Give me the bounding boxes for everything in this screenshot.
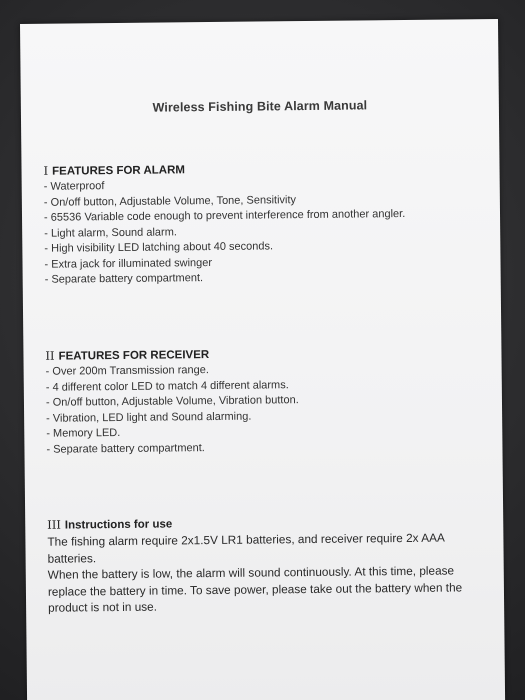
manual-title: Wireless Fishing Bite Alarm Manual <box>152 98 368 115</box>
section-numeral: III <box>47 517 61 532</box>
manual-page <box>20 19 505 700</box>
section-title: FEATURES FOR RECEIVER <box>58 349 210 363</box>
list-item: - Separate battery compartment. <box>46 438 482 458</box>
instruction-paragraph: When the battery is low, the alarm will sound continuously. At this time, please replace the battery in time. To save power, please take out the battery when the product is not in use. <box>47 563 463 615</box>
list-item: - 4 different color LED to match 4 different alarms. <box>46 376 482 396</box>
section-numeral: II <box>45 348 55 363</box>
list-item: - 65536 Variable code enough to prevent interference from another angler. <box>44 206 480 226</box>
list-item: - Over 200m Transmission range. <box>46 360 482 380</box>
section-title: Instructions for use <box>64 518 173 532</box>
list-item: - On/off button, Adjustable Volume, Tone, Sensitivity <box>44 191 480 211</box>
section-receiver-features <box>45 344 482 458</box>
list-item: - High visibility LED latching about 40 seconds. <box>44 237 480 257</box>
list-item: - Vibration, LED light and Sound alarming. <box>46 407 482 427</box>
list-item: - Memory LED. <box>46 422 482 442</box>
section-alarm-features <box>43 159 480 288</box>
list-item: - Extra jack for illuminated swinger <box>44 253 480 273</box>
list-item: - Waterproof <box>44 175 480 195</box>
feature-list <box>46 360 483 458</box>
section-numeral: I <box>43 163 49 178</box>
feature-list <box>44 175 481 288</box>
section-instructions <box>47 513 484 616</box>
list-item: - Separate battery compartment. <box>45 268 481 288</box>
list-item: - Light alarm, Sound alarm. <box>44 222 480 242</box>
instruction-paragraph: The fishing alarm require 2x1.5V LR1 batteries, and receiver require 2x AAA batteries. <box>47 530 445 566</box>
section-title: FEATURES FOR ALARM <box>52 164 186 178</box>
list-item: - On/off button, Adjustable Volume, Vibration button. <box>46 391 482 411</box>
